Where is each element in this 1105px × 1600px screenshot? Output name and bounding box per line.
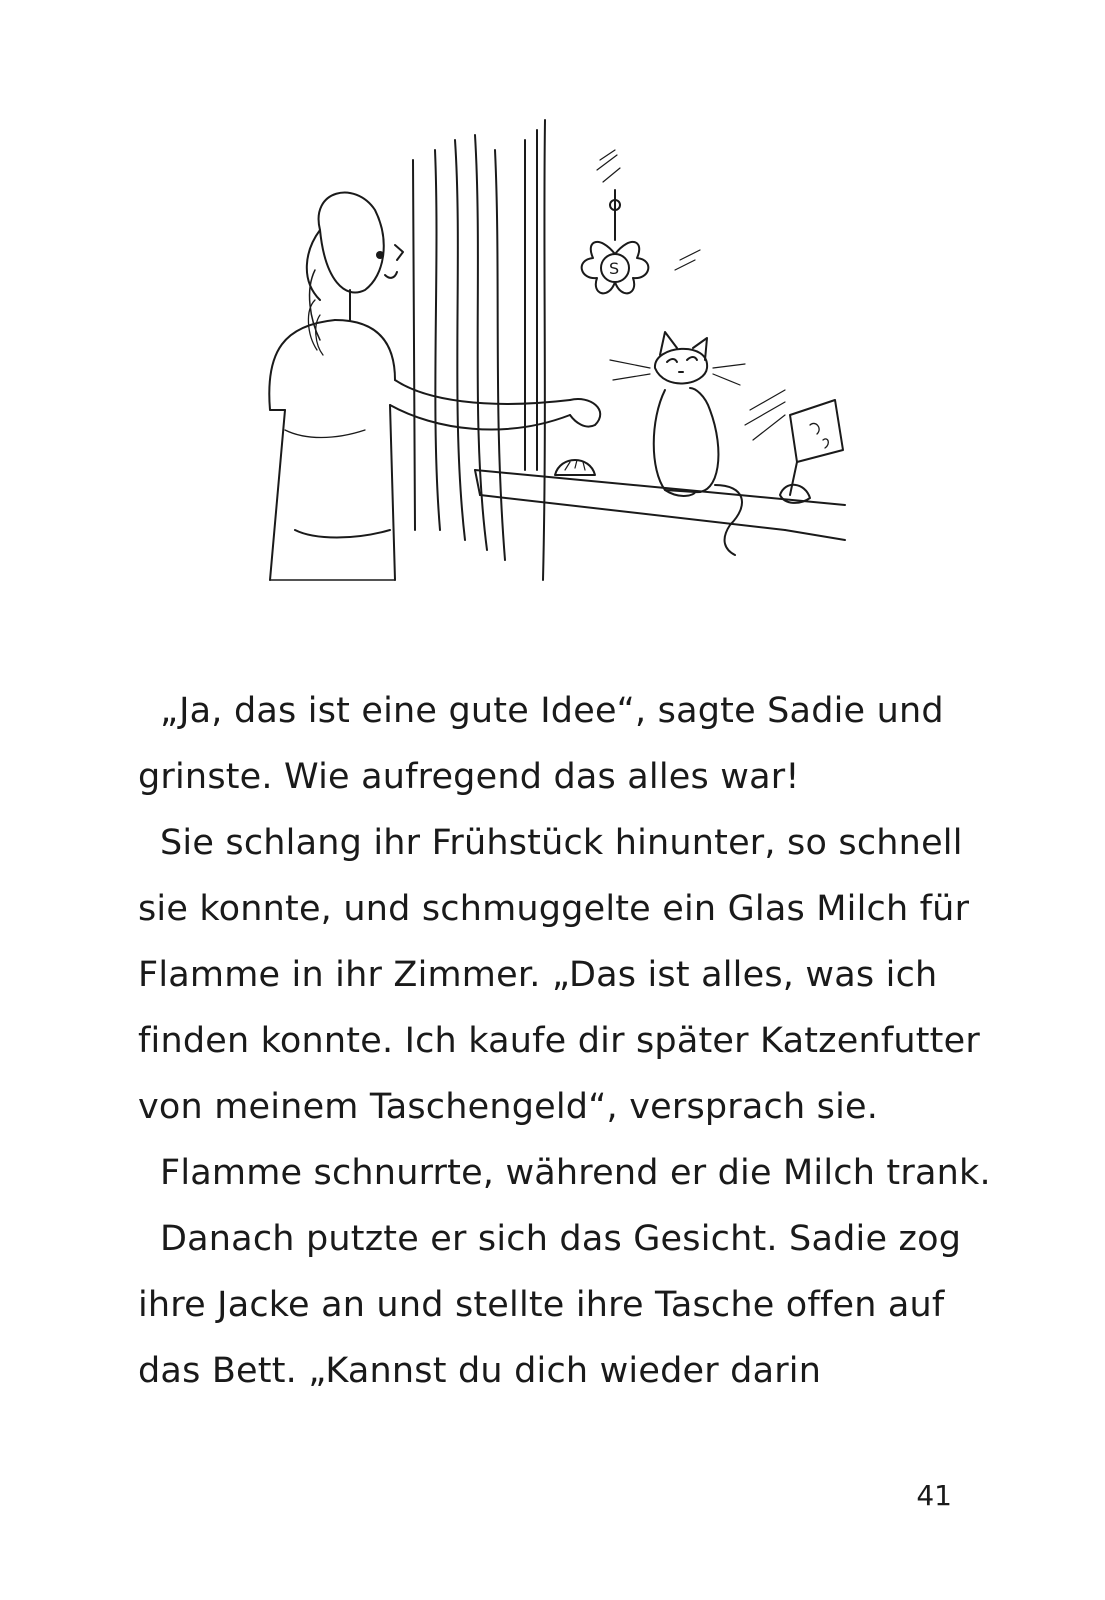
text-line: Flamme in ihr Zimmer. „Das ist alles, was ich (138, 955, 938, 995)
girl-petting-cat-on-windowsill-illustration-icon (225, 110, 865, 610)
text-line: Flamme schnurrte, während er die Milch trank. (160, 1153, 991, 1193)
text-line: das Bett. „Kannst du dich wieder darin (138, 1351, 822, 1391)
text-line: „Ja, das ist eine gute Idee“, sagte Sadie und (160, 691, 944, 731)
story-text (138, 678, 991, 1404)
girl-petting-cat-illustration (225, 110, 865, 610)
text-line: Danach putzte er sich das Gesicht. Sadie zog (160, 1219, 962, 1259)
text-line: grinste. Wie aufregend das alles war! (138, 757, 800, 797)
text-line: von meinem Taschengeld“, versprach sie. (138, 1087, 879, 1127)
page-number: 41 (916, 1479, 952, 1512)
text-line: Sie schlang ihr Frühstück hinunter, so schnell (160, 823, 963, 863)
text-line: ihre Jacke an und stellte ihre Tasche offen auf (138, 1285, 945, 1325)
text-line: sie konnte, und schmuggelte ein Glas Milch für (138, 889, 970, 929)
ornament-letter: S (609, 259, 620, 278)
text-line: finden konnte. Ich kaufe dir später Katzenfutter (138, 1021, 980, 1061)
